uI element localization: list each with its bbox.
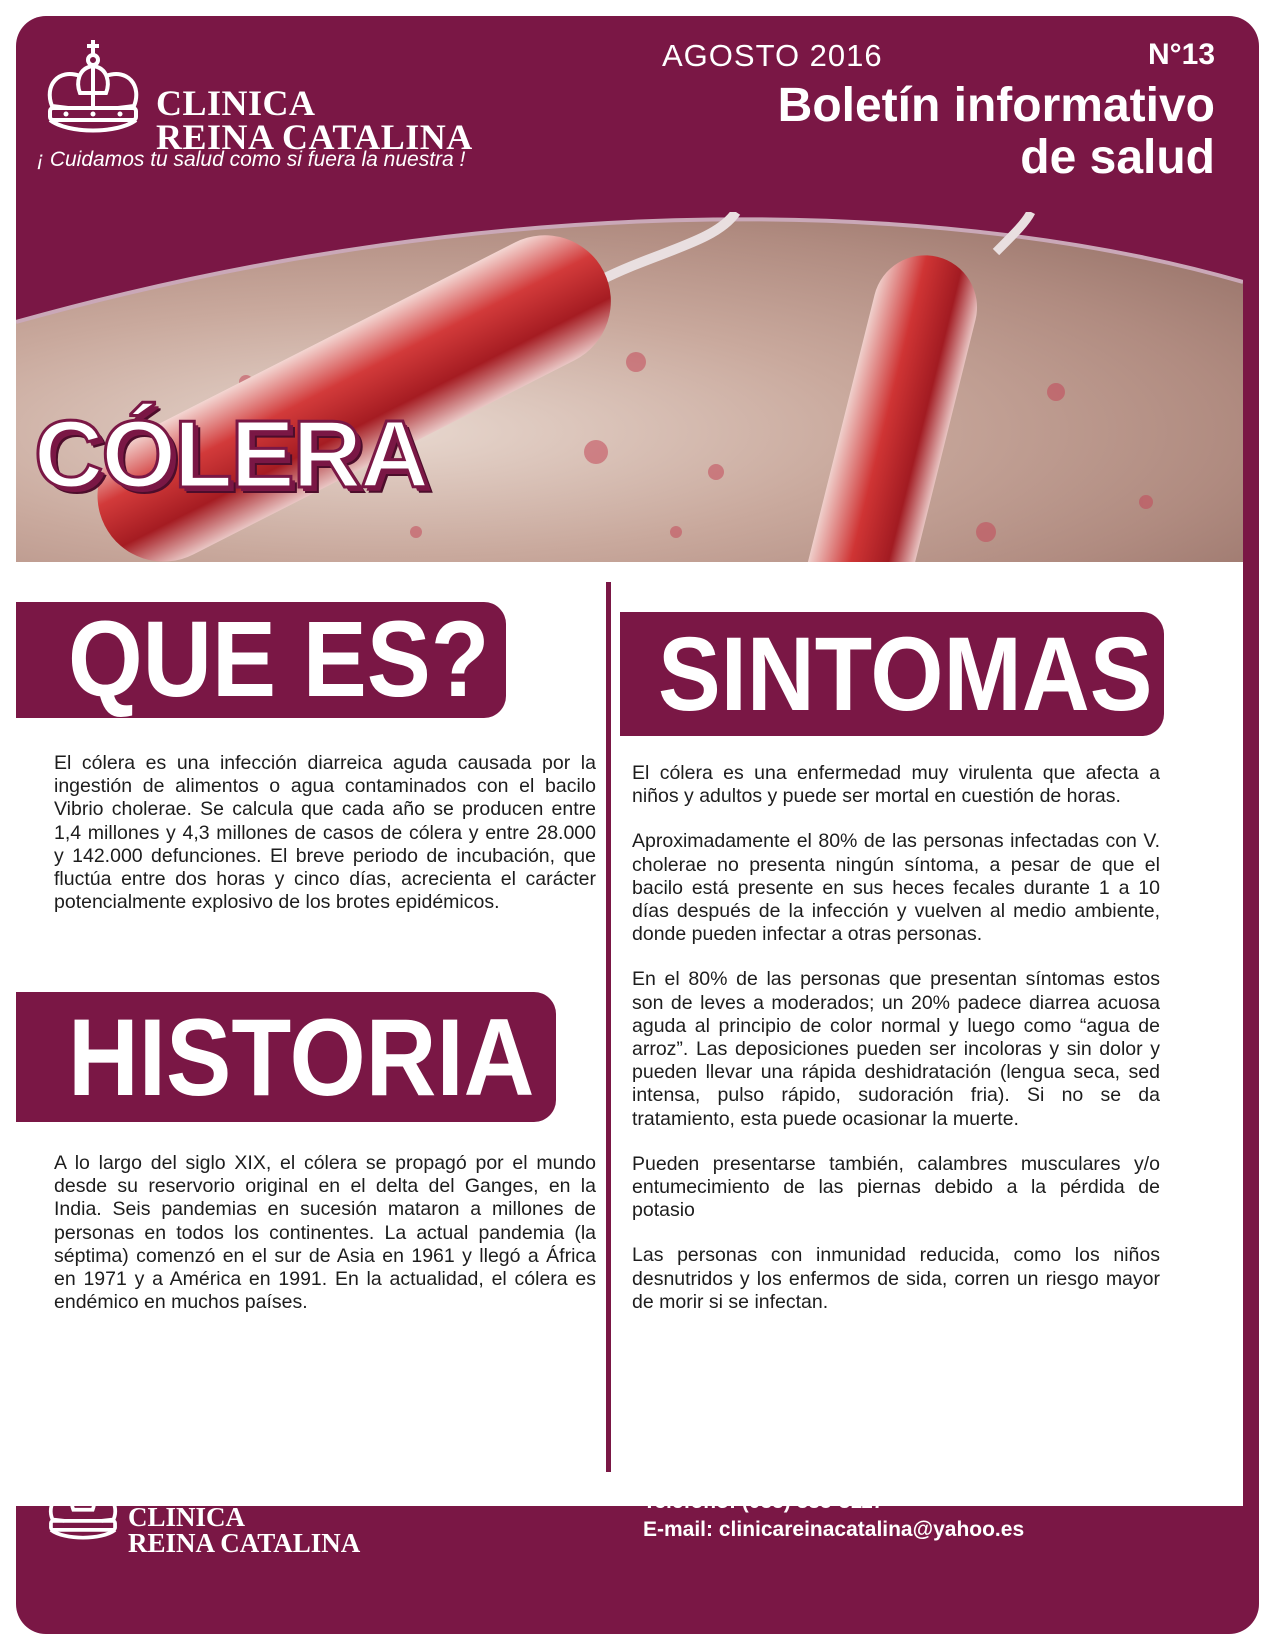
contact-email[interactable]: E-mail: clinicareinacatalina@yahoo.es	[643, 1518, 1025, 1541]
sintomas-paragraph: Pueden presentarse también, calambres musculares y/o entumecimiento de las piernas debido a la pérdida de potasio	[632, 1152, 1160, 1222]
historia-heading: HISTORIA	[68, 995, 535, 1119]
bulletin-title-line2: de salud	[1020, 131, 1215, 184]
bulletin-title	[615, 80, 1215, 184]
clinic-name	[156, 83, 473, 157]
sintomas-paragraph: El cólera es una enfermedad muy virulenta que afecta a niños y adultos y puede ser mortal en cuestión de horas.	[632, 762, 1160, 808]
sintomas-text	[632, 762, 1160, 1336]
que-es-heading: QUE ES?	[68, 602, 490, 718]
footer-clinic-name	[128, 1504, 360, 1556]
contact-phone: Teléfono: (035) 385-8117	[643, 1490, 885, 1513]
contact-address: Dirección: Calle 82 # 47 - 12	[643, 1462, 920, 1485]
footer-clinic-name-line2: REINA CATALINA	[128, 1528, 361, 1558]
sintomas-heading: SINTOMAS	[658, 614, 1153, 733]
que-es-banner	[16, 602, 506, 718]
que-es-text: El cólera es una infección diarreica aguda causada por la ingestión de alimentos o agua contaminados con el bacilo Vibrio cholerae. Se calcula que cada año se producen entre 1,4 millones y 4,3 millones de casos de cólera y entre 28.000 y 142.000 defunciones. El breve periodo de incubación, que fluctúa entre dos horas y cinco días, acrecienta el carácter potencialmente explosivo de los brotes epidémicos.	[54, 752, 596, 914]
tagline: ¡ Cuidamos tu salud como si fuera la nuestra !	[37, 148, 466, 171]
sintomas-paragraph: En el 80% de las personas que presentan síntomas estos son de leves a moderados; un 20% padece diarrea acuosa aguda al principio de color normal y luego como “agua de arroz”. Las deposiciones pueden ser incoloras y sin dolor y pueden llevar una rápida deshidratación (lengua seca, sed intensa, pulso rápido, sudoración fria). Si no se da tratamiento, esta puede ocasionar la muerte.	[632, 968, 1160, 1130]
sintomas-paragraph: Aproximadamente el 80% de las personas infectadas con V. cholerae no presenta ningún síntoma, a pesar de que el bacilo está presente en sus heces fecales durante 1 a 10 días después de la infección y vuelven al medio ambiente, donde pueden infectar a otras personas.	[632, 830, 1160, 946]
sintomas-banner	[620, 612, 1164, 736]
column-divider	[606, 582, 611, 1472]
footer-clinic-name-line1: CLINICA	[128, 1502, 246, 1532]
historia-text: A lo largo del siglo XIX, el cólera se propagó por el mundo desde su reservorio original en el delta del Ganges, en la India. Seis pandemias en sucesión mataron a millones de personas en todos los continentes. La actual pandemia (la séptima) comenzó en el sur de Asia en 1961 y llegó a África en 1971 y a América en 1991. En la actualidad, el cólera es endémico en muchos países.	[54, 1152, 596, 1314]
crown-logo-icon	[42, 1466, 124, 1546]
hero-title: CÓLERA	[34, 401, 428, 508]
footer-logo	[42, 1466, 402, 1576]
contact-info	[643, 1460, 1024, 1544]
hero-bacteria-image	[16, 212, 1243, 578]
issue-date: AGOSTO 2016	[662, 38, 883, 73]
crown-logo-icon	[38, 38, 148, 138]
bulletin-title-line1: Boletín informativo	[777, 79, 1215, 132]
historia-banner	[16, 992, 556, 1122]
clinic-name-line1: CLINICA	[156, 83, 316, 123]
issue-number: N°13	[1147, 38, 1215, 71]
content-panel	[16, 562, 1243, 1506]
clinic-logo	[38, 38, 498, 158]
sintomas-paragraph: Las personas con inmunidad reducida, como los niños desnutridos y los enfermos de sida, corren un riesgo mayor de morir si se infectan.	[632, 1244, 1160, 1313]
clinic-name-line2: REINA CATALINA	[156, 117, 473, 157]
